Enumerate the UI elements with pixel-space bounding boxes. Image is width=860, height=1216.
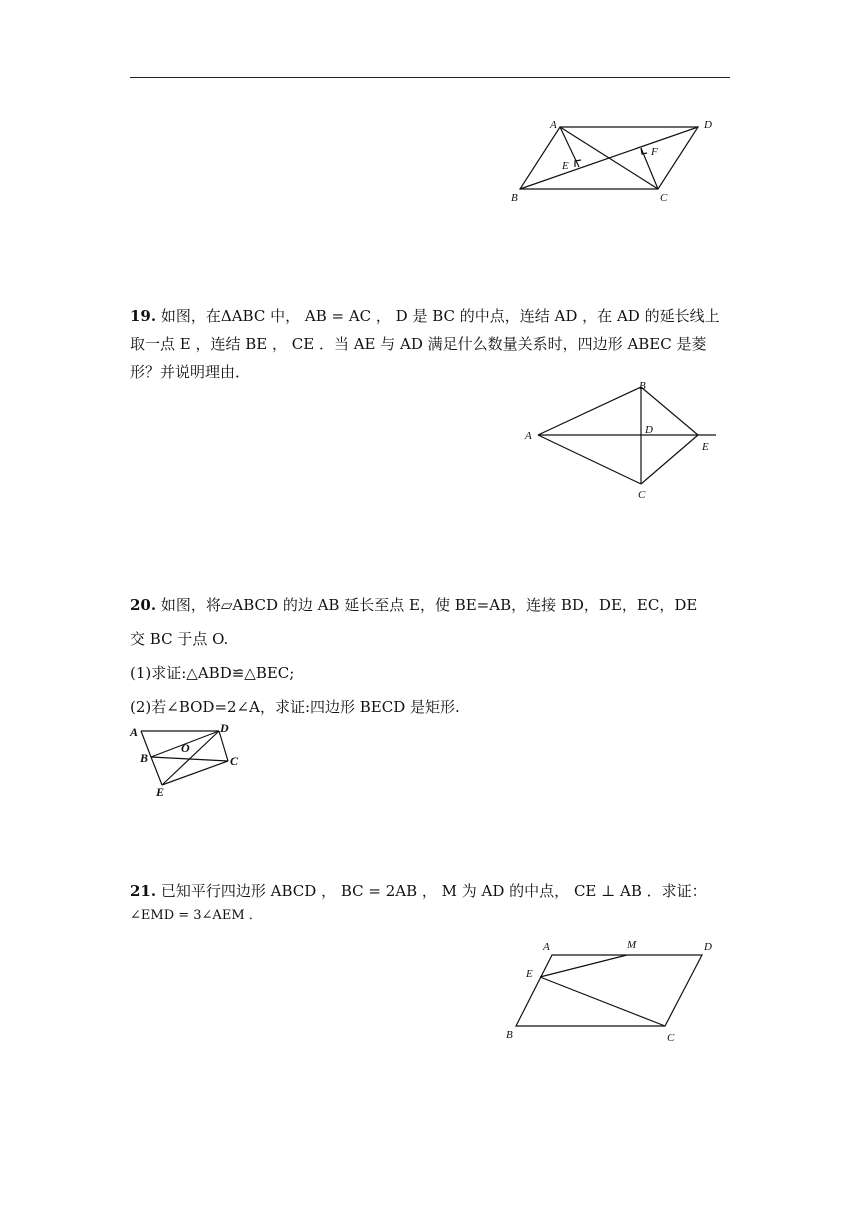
label-c: C: [667, 1032, 675, 1044]
q19-line2: 取一点 E ，连结 BE ， CE ．当 AE 与 AD 满足什么数量关系时，四边形 ABEC 是菱: [130, 335, 707, 353]
q21-line2: ∠EMD = 3∠AEM ．: [130, 908, 262, 923]
q20-part1: (1)求证:△ABD≌△BEC;: [130, 664, 295, 682]
figure-parallelogram-ef: [505, 115, 725, 210]
label-d: D: [645, 424, 653, 436]
q21-number: 21.: [130, 882, 157, 900]
label-c: C: [638, 489, 646, 501]
label-a: A: [525, 430, 532, 442]
label-b: B: [506, 1029, 513, 1041]
label-o: O: [181, 741, 190, 755]
label-c: C: [660, 192, 668, 204]
label-b: B: [639, 380, 646, 392]
label-d: D: [220, 721, 229, 735]
label-c: C: [230, 754, 239, 768]
label-d: D: [704, 941, 712, 953]
label-f: F: [651, 146, 658, 158]
q19-text: [130, 302, 730, 386]
label-b: B: [511, 192, 518, 204]
q20-part2: (2)若∠BOD=2∠A，求证:四边形 BECD 是矩形.: [130, 698, 460, 716]
label-m: M: [627, 939, 637, 951]
figure-kite-abec: [520, 378, 730, 503]
label-b: B: [140, 751, 149, 765]
q19-line3: 形？并说明理由．: [130, 363, 251, 381]
label-a: A: [543, 941, 550, 953]
label-e: E: [156, 785, 165, 799]
q20-number: 20.: [130, 596, 157, 614]
label-e: E: [702, 441, 709, 453]
q21-text: [130, 877, 730, 927]
q19-number: 19.: [130, 307, 157, 325]
label-e: E: [562, 160, 569, 172]
figure-parallelogram-em: [500, 935, 730, 1050]
label-a: A: [130, 725, 139, 739]
label-d: D: [704, 119, 712, 131]
q19-line1: 如图，在ΔABC 中， AB = AC ， D 是 BC 的中点，连结 AD ，在 AD 的延长线上: [160, 307, 720, 325]
q20-line1: 如图，将▱ABCD 的边 AB 延长至点 E，使 BE=AB，连接 BD，DE，EC，DE: [160, 596, 698, 614]
q20-line2: 交 BC 于点 O.: [130, 630, 229, 648]
figure-parallelogram-becd: [125, 722, 250, 802]
q20-text: [130, 588, 730, 724]
label-a: A: [550, 119, 557, 131]
label-e: E: [526, 968, 533, 980]
q21-line1: 已知平行四边形 ABCD ， BC = 2AB ， M 为 AD 的中点， CE ⊥ AB ．求证：: [160, 882, 707, 900]
header-rule: [130, 77, 730, 78]
